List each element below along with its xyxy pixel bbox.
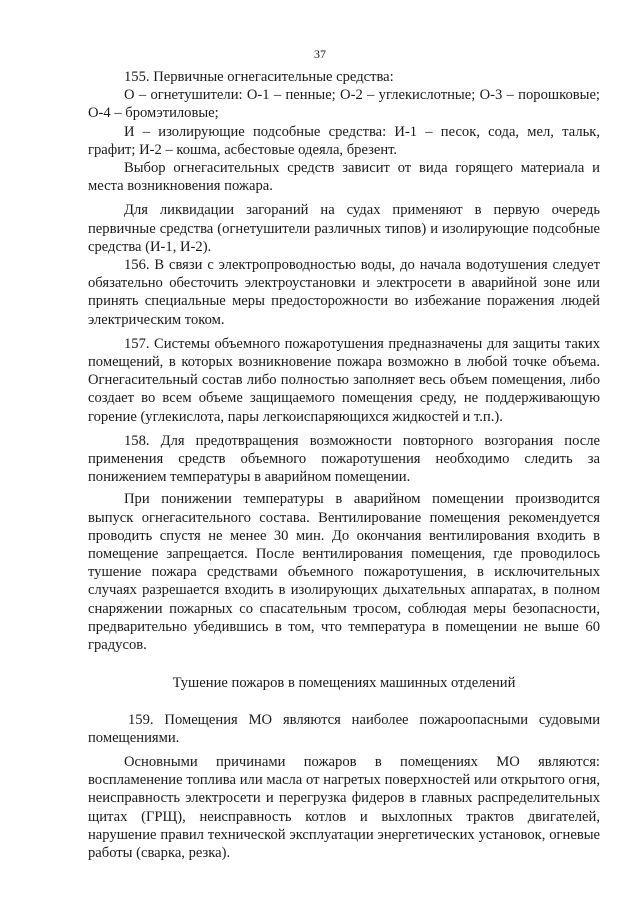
paragraph-155-title: 155. Первичные огнегасительные средства: <box>124 69 394 85</box>
paragraph-156: 156. В связи с электропроводностью воды, до начала водотушения следует обязательно обесточить электроустановки и электросети в аварийной зоне или принять специальные меры предосторожности во избежание поражения людей электрическим током. <box>88 257 600 328</box>
paragraph-insulating-means: И – изолирующие подсобные средства: И-1 – песок, сода, мел, тальк, графит; И-2 – кошма, асбестовые одеяла, брезент. <box>88 123 600 158</box>
paragraph-extinguishers: О – огнетушители: О-1 – пенные; О-2 – углекислотные; О-3 – порошковые; О-4 – бромэтиловые; <box>88 87 600 122</box>
section-heading: Тушение пожаров в помещениях машинных отделений <box>172 675 516 692</box>
paragraph-primary-means: Для ликвидации загораний на судах применяют в первую очередь первичные средства (огнетушители различных типов) и изолирующие подсобные средства (И-1, И-2). <box>88 202 600 255</box>
document-body <box>88 68 600 862</box>
paragraph-158: 158. Для предотвращения возможности повторного возгорания после применения средств объемного пожаротушения необходимо следить за понижением температуры в аварийном помещении. <box>88 432 600 486</box>
page-number: 37 <box>314 47 326 61</box>
paragraph-choice-of-means: Выбор огнегасительных средств зависит от вида горящего материала и места возникновения пожара. <box>88 160 600 195</box>
paragraph-temperature-ventilation: При понижении температуры в аварийном помещении производится выпуск огнегасительного состава. Вентилирование помещения рекомендуется проводить спустя не менее 30 мин. До окончания вентилирования входить в помещение запрещается. После вентилирования помещения, где проводилось тушение пожара средствами объемного пожаротушения, в исключительных случаях разрешается входить в изолирующих дыхательных аппаратах, в полном снаряжении пожарных со спасательным тросом, соблюдая меры безопасности, предварительно убедившись в том, что температура в помещении не выше 60 градусов. <box>88 491 600 654</box>
paragraph-159: 159. Помещения МО являются наиболее пожароопасными судовыми помещениями. <box>88 711 600 746</box>
paragraph-fire-causes: Основными причинами пожаров в помещениях МО являются: воспламенение топлива или масла от нагретых поверхностей или открытого огня, неисправность электросети и перегрузка фидеров в главных распределительных щитах (ГРЩ), неисправность котлов и выхлопных трактов двигателей, нарушение правил технической эксплуатации энергетических установок, огневые работы (сварка, резка). <box>88 753 600 861</box>
paragraph-157: 157. Системы объемного пожаротушения предназначены для защиты таких помещений, в которых возникновение пожара возможно в любой точке объема. Огнегасительный состав либо полностью заполняет весь объем помещения, либо создает во всем объеме защищаемого помещения среду, не поддерживающую горение (углекислота, пары легкоиспаряющихся жидкостей и т.п.). <box>88 335 600 425</box>
